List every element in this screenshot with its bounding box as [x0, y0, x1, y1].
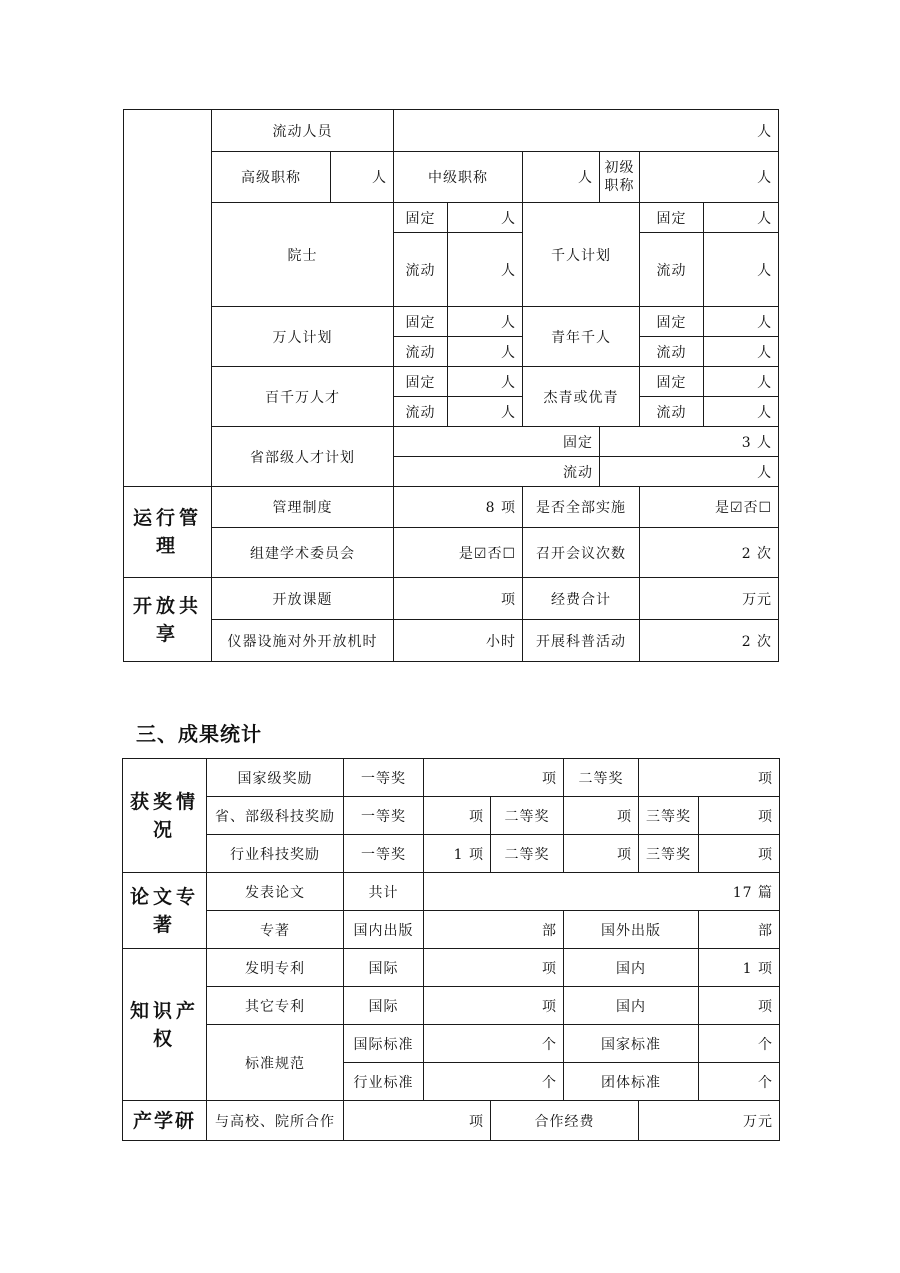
first-prize-label: 一等奖: [344, 797, 424, 835]
fixed-label: 固定: [394, 203, 448, 233]
papers-label: 发表论文: [207, 873, 344, 911]
invention-patent-label: 发明专利: [207, 949, 344, 987]
awards-section-label: 获奖情况: [123, 759, 207, 873]
coop-funding-value: 万元: [639, 1101, 780, 1141]
fixed-label: 固定: [394, 367, 448, 397]
provincial-second-value: 项: [564, 797, 639, 835]
international-label: 国际: [344, 987, 424, 1025]
other-intl-value: 项: [424, 987, 564, 1025]
ten-thousand-flow-value: 人: [448, 337, 523, 367]
junior-title-value: 人: [640, 152, 779, 203]
mobile-staff-value: 人: [394, 110, 779, 152]
monograph-label: 专著: [207, 911, 344, 949]
national-standard-value: 个: [699, 1025, 780, 1063]
intl-standard-label: 国际标准: [344, 1025, 424, 1063]
hundred-thousand-flow-value: 人: [448, 397, 523, 427]
national-standard-label: 国家标准: [564, 1025, 699, 1063]
ten-thousand-fixed-value: 人: [448, 307, 523, 337]
domestic-pub-value: 部: [424, 911, 564, 949]
flow-label: 流动: [394, 457, 600, 487]
academic-committee-checkboxes: 是☑否☐: [394, 528, 523, 578]
instrument-hours-label: 仪器设施对外开放机时: [212, 620, 394, 662]
provincial-fixed-value: 3 人: [600, 427, 779, 457]
fixed-label: 固定: [640, 203, 704, 233]
fixed-label: 固定: [394, 427, 600, 457]
second-prize-label: 二等奖: [491, 835, 564, 873]
group-standard-value: 个: [699, 1063, 780, 1101]
provincial-third-value: 项: [699, 797, 780, 835]
invention-domestic-value: 1 项: [699, 949, 780, 987]
fixed-label: 固定: [640, 307, 704, 337]
intl-standard-value: 个: [424, 1025, 564, 1063]
industry-standard-value: 个: [424, 1063, 564, 1101]
provincial-flow-value: 人: [600, 457, 779, 487]
senior-title-label: 高级职称: [212, 152, 331, 203]
industry-second-value: 项: [564, 835, 639, 873]
outstanding-youth-flow-value: 人: [704, 397, 779, 427]
operation-section-label: 运行管理: [124, 487, 212, 578]
domestic-pub-label: 国内出版: [344, 911, 424, 949]
all-implemented-label: 是否全部实施: [523, 487, 640, 528]
young-thousand-fixed-value: 人: [704, 307, 779, 337]
academician-flow-value: 人: [448, 233, 523, 307]
other-domestic-value: 项: [699, 987, 780, 1025]
mid-title-value: 人: [523, 152, 600, 203]
personnel-operation-table: [123, 109, 779, 662]
management-rules-label: 管理制度: [212, 487, 394, 528]
mobile-staff-label: 流动人员: [212, 110, 394, 152]
funding-total-label: 经费合计: [523, 578, 640, 620]
academician-label: 院士: [212, 203, 394, 307]
foreign-pub-label: 国外出版: [564, 911, 699, 949]
flow-label: 流动: [394, 397, 448, 427]
papers-value: 17 篇: [424, 873, 780, 911]
junior-title-label: 初级职称: [600, 152, 640, 203]
fixed-label: 固定: [394, 307, 448, 337]
ip-section-label: 知识产权: [123, 949, 207, 1101]
cooperation-value: 项: [344, 1101, 491, 1141]
instrument-hours-value: 小时: [394, 620, 523, 662]
young-thousand-label: 青年千人: [523, 307, 640, 367]
achievements-table: [122, 758, 780, 1141]
thousand-plan-fixed-value: 人: [704, 203, 779, 233]
meetings-value: 2 次: [640, 528, 779, 578]
foreign-pub-value: 部: [699, 911, 780, 949]
hundred-thousand-fixed-value: 人: [448, 367, 523, 397]
young-thousand-flow-value: 人: [704, 337, 779, 367]
open-topics-value: 项: [394, 578, 523, 620]
open-sharing-section-label: 开放共享: [124, 578, 212, 662]
standards-label: 标准规范: [207, 1025, 344, 1101]
meetings-label: 召开会议次数: [523, 528, 640, 578]
academician-fixed-value: 人: [448, 203, 523, 233]
provincial-first-value: 项: [424, 797, 491, 835]
section-title: 三、成果统计: [136, 722, 262, 746]
iur-section-label: 产学研: [123, 1101, 207, 1141]
hundred-thousand-label: 百千万人才: [212, 367, 394, 427]
domestic-label: 国内: [564, 949, 699, 987]
national-first-value: 项: [424, 759, 564, 797]
personnel-section-cell: [124, 110, 212, 487]
ten-thousand-plan-label: 万人计划: [212, 307, 394, 367]
thousand-plan-label: 千人计划: [523, 203, 640, 307]
coop-funding-label: 合作经费: [491, 1101, 639, 1141]
first-prize-label: 一等奖: [344, 759, 424, 797]
outreach-label: 开展科普活动: [523, 620, 640, 662]
outstanding-youth-label: 杰青或优青: [523, 367, 640, 427]
national-second-value: 项: [639, 759, 780, 797]
international-label: 国际: [344, 949, 424, 987]
flow-label: 流动: [394, 233, 448, 307]
flow-label: 流动: [640, 397, 704, 427]
industry-standard-label: 行业标准: [344, 1063, 424, 1101]
industry-first-value: 1 项: [424, 835, 491, 873]
outreach-value: 2 次: [640, 620, 779, 662]
first-prize-label: 一等奖: [344, 835, 424, 873]
open-topics-label: 开放课题: [212, 578, 394, 620]
academic-committee-label: 组建学术委员会: [212, 528, 394, 578]
thousand-plan-flow-value: 人: [704, 233, 779, 307]
mid-title-label: 中级职称: [394, 152, 523, 203]
funding-total-value: 万元: [640, 578, 779, 620]
group-standard-label: 团体标准: [564, 1063, 699, 1101]
cooperation-label: 与高校、院所合作: [207, 1101, 344, 1141]
total-label: 共计: [344, 873, 424, 911]
flow-label: 流动: [640, 337, 704, 367]
provincial-award-label: 省、部级科技奖励: [207, 797, 344, 835]
industry-third-value: 项: [699, 835, 780, 873]
provincial-plan-label: 省部级人才计划: [212, 427, 394, 487]
papers-section-label: 论文专著: [123, 873, 207, 949]
invention-intl-value: 项: [424, 949, 564, 987]
third-prize-label: 三等奖: [639, 835, 699, 873]
other-patent-label: 其它专利: [207, 987, 344, 1025]
flow-label: 流动: [394, 337, 448, 367]
domestic-label: 国内: [564, 987, 699, 1025]
senior-title-value: 人: [331, 152, 394, 203]
flow-label: 流动: [640, 233, 704, 307]
second-prize-label: 二等奖: [491, 797, 564, 835]
second-prize-label: 二等奖: [564, 759, 639, 797]
industry-award-label: 行业科技奖励: [207, 835, 344, 873]
all-implemented-checkboxes: 是☑否☐: [640, 487, 779, 528]
third-prize-label: 三等奖: [639, 797, 699, 835]
fixed-label: 固定: [640, 367, 704, 397]
national-award-label: 国家级奖励: [207, 759, 344, 797]
management-rules-value: 8 项: [394, 487, 523, 528]
outstanding-youth-fixed-value: 人: [704, 367, 779, 397]
